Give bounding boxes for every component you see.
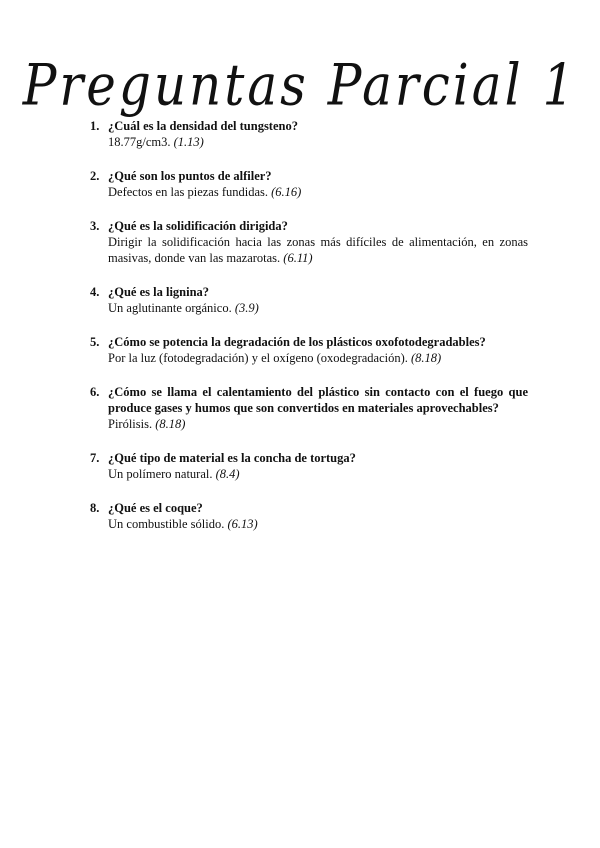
answer-text: 18.77g/cm3. xyxy=(108,135,171,149)
question-number: 5. xyxy=(90,335,100,349)
question-number: 4. xyxy=(90,285,100,299)
answer-text: Un polímero natural. xyxy=(108,467,213,481)
question-number: 6. xyxy=(90,385,100,399)
answer-reference: (6.11) xyxy=(283,251,313,265)
question-item xyxy=(90,334,528,366)
answer-text: Defectos en las piezas fundidas. xyxy=(108,185,269,199)
question-item xyxy=(90,500,528,532)
answer xyxy=(108,184,528,200)
question-text: ¿Cómo se potencia la degradación de los plásticos oxofotodegradables? xyxy=(108,335,486,349)
question-text: ¿Qué es la solidificación dirigida? xyxy=(108,219,288,233)
answer-text: Pirólisis. xyxy=(108,417,153,431)
answer-reference: (6.16) xyxy=(271,185,302,199)
answer-reference: (8.18) xyxy=(155,417,186,431)
answer xyxy=(108,466,528,482)
page-title: Preguntas Parcial 1 xyxy=(22,51,578,118)
question-item xyxy=(90,218,528,266)
question-text: ¿Cómo se llama el calentamiento del plástico sin contacto con el fuego que produce gases y humos que son convertidos en materiales aprovechables? xyxy=(108,385,528,415)
answer-reference: (1.13) xyxy=(173,135,204,149)
question-item xyxy=(90,168,528,200)
answer-text: Por la luz (fotodegradación) y el oxígeno (oxodegradación). xyxy=(108,351,408,365)
answer xyxy=(108,350,528,366)
answer xyxy=(108,300,528,316)
answer-text: Un aglutinante orgánico. xyxy=(108,301,232,315)
question-number: 8. xyxy=(90,501,100,515)
question-text: ¿Cuál es la densidad del tungsteno? xyxy=(108,119,298,133)
question-number: 2. xyxy=(90,169,100,183)
answer-reference: (8.4) xyxy=(215,467,240,481)
answer xyxy=(108,234,528,266)
answer xyxy=(108,516,528,532)
answer-text: Un combustible sólido. xyxy=(108,517,225,531)
question-item xyxy=(90,118,528,150)
answer-reference: (6.13) xyxy=(227,517,258,531)
answer-reference: (8.18) xyxy=(411,351,442,365)
question-number: 7. xyxy=(90,451,100,465)
question-item xyxy=(90,450,528,482)
question-item xyxy=(90,384,528,432)
question-text: ¿Qué tipo de material es la concha de tortuga? xyxy=(108,451,356,465)
question-list xyxy=(0,118,600,532)
answer xyxy=(108,416,528,432)
question-item xyxy=(90,284,528,316)
question-text: ¿Qué es la lignina? xyxy=(108,285,210,299)
answer-text: Dirigir la solidificación hacia las zonas más difíciles de alimentación, en zonas masivas, donde van las mazarotas. xyxy=(108,235,528,265)
question-text: ¿Qué es el coque? xyxy=(108,501,203,515)
question-text: ¿Qué son los puntos de alfiler? xyxy=(108,169,272,183)
answer xyxy=(108,134,528,150)
question-number: 1. xyxy=(90,119,100,133)
answer-reference: (3.9) xyxy=(234,301,259,315)
question-number: 3. xyxy=(90,219,100,233)
